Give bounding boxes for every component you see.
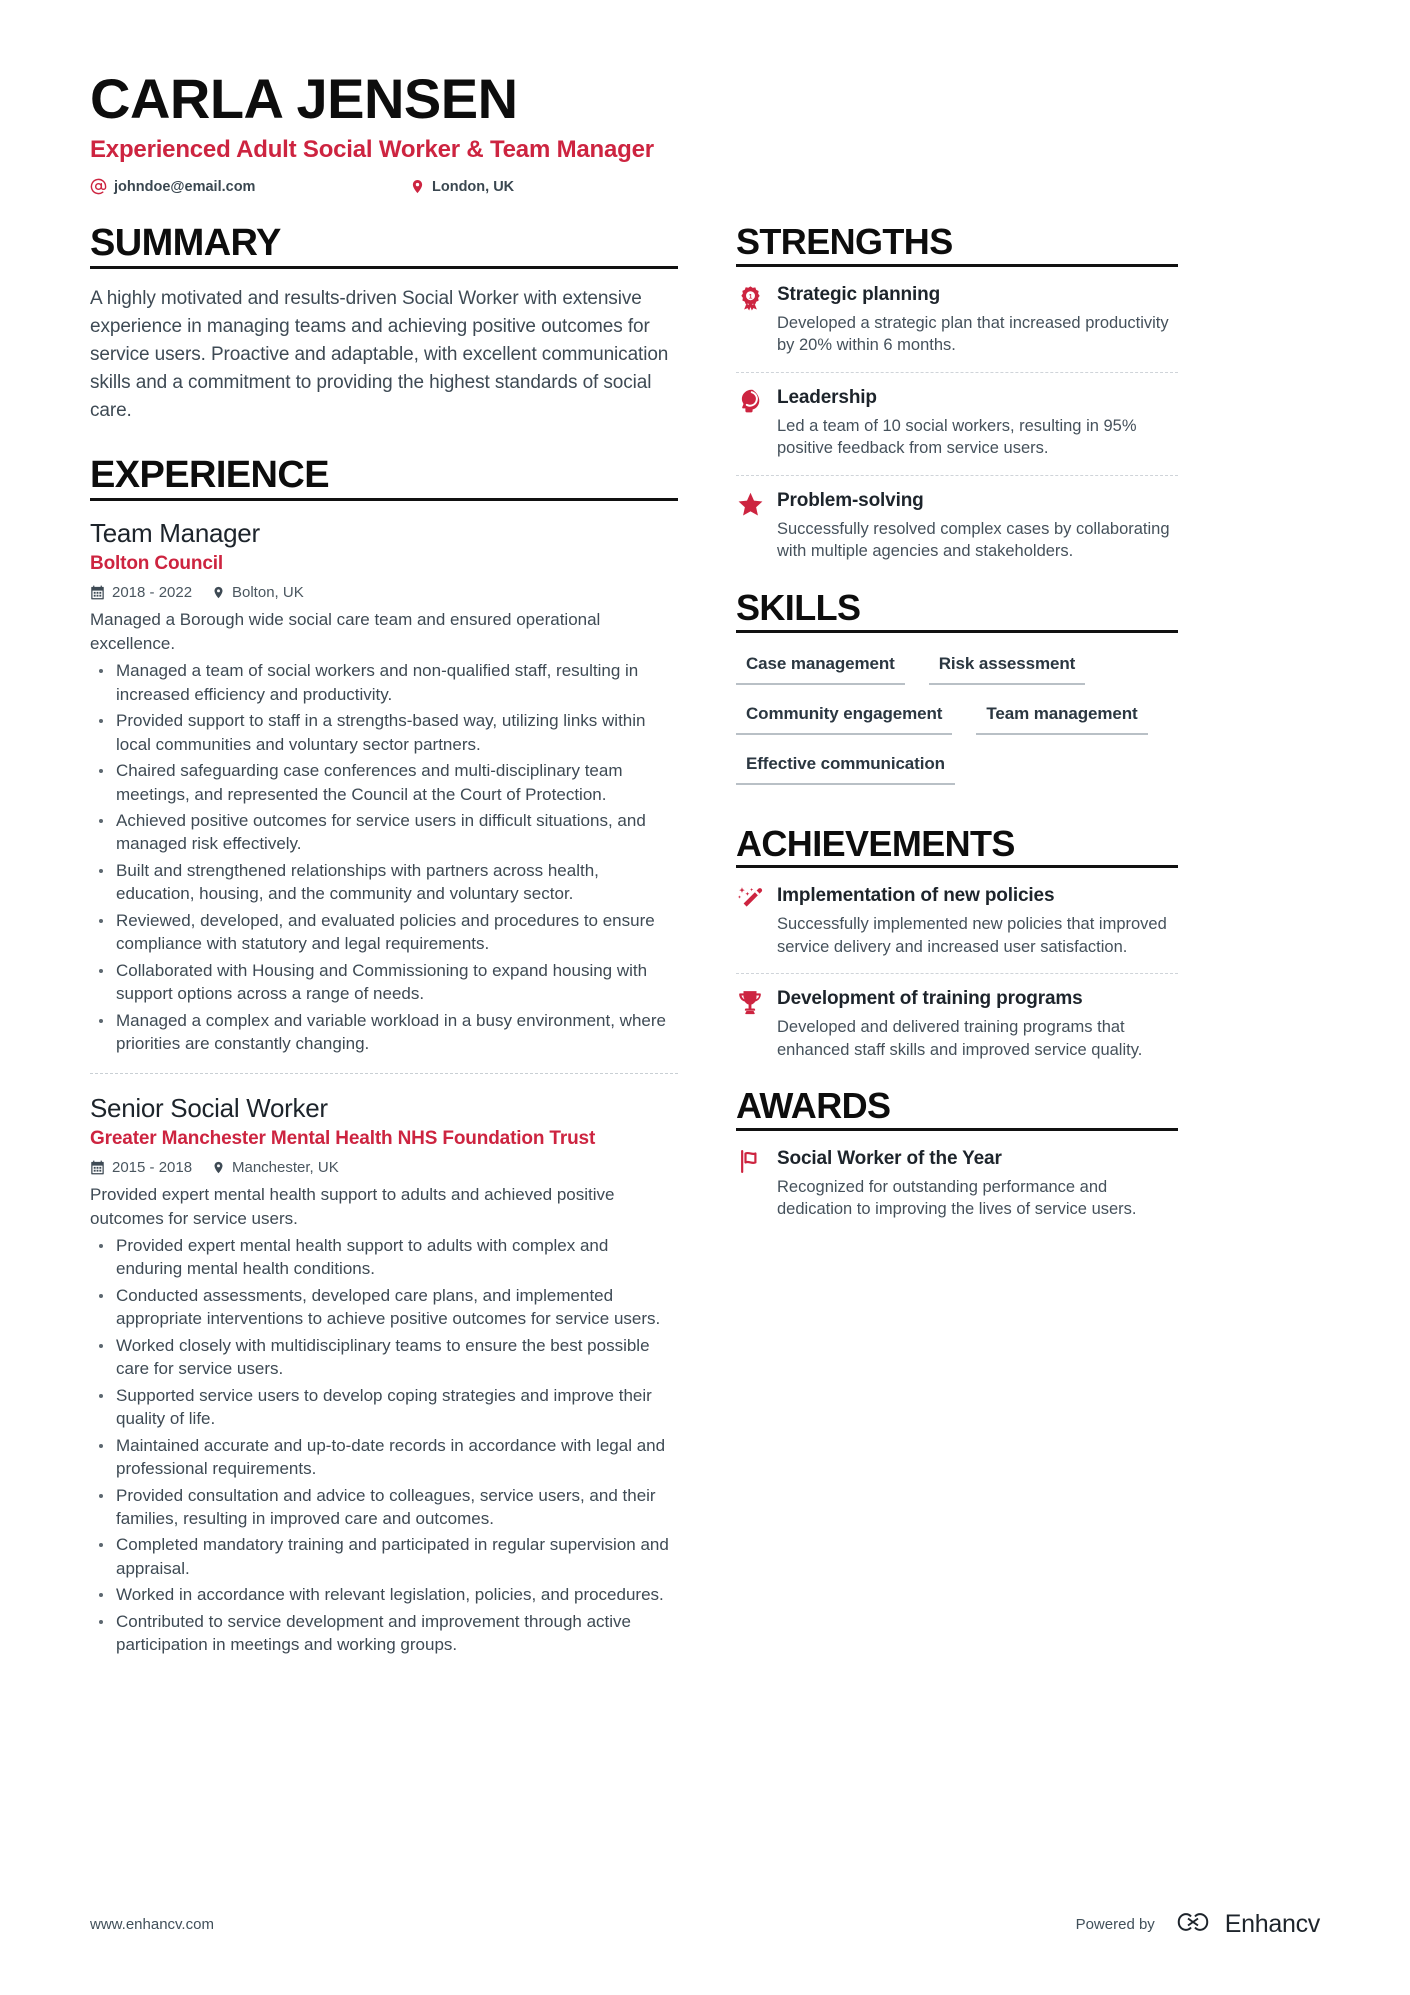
strength-body <box>777 489 1178 563</box>
strength-title: Leadership <box>777 386 877 408</box>
skills-heading: SKILLS <box>736 586 861 628</box>
skills-rule <box>736 630 1178 633</box>
job-dates-text: 2018 - 2022 <box>112 584 193 602</box>
job-bullet: Maintained accurate and up-to-date records in accordance with legal and professional requirements. <box>90 1434 678 1481</box>
achievement-text: Successfully implemented new policies that improved service delivery and increased user satisfaction. <box>777 915 1167 956</box>
achievements-heading: ACHIEVEMENTS <box>736 822 1015 864</box>
achievements-rule <box>736 865 1178 868</box>
job-organization: Greater Manchester Mental Health NHS Foundation Trust <box>90 1128 596 1150</box>
strength-text: Developed a strategic plan that increased productivity by 20% within 6 months. <box>777 313 1169 355</box>
strength-item <box>736 283 1178 359</box>
awards-rule <box>736 1128 1178 1131</box>
resume-header <box>90 67 1320 195</box>
job-location-text: Manchester, UK <box>232 1159 339 1177</box>
job-bullet: Contributed to service development and improvement through active participation in meetings and working groups. <box>90 1610 678 1657</box>
section-experience <box>90 455 678 1670</box>
job-bullet: Collaborated with Housing and Commissioning to expand housing with support options across a range of needs. <box>90 959 678 1006</box>
experience-heading: EXPERIENCE <box>90 453 329 496</box>
skills-list <box>736 649 1178 799</box>
job-description: Provided expert mental health support to adults and achieved positive outcomes for service users. <box>90 1185 615 1228</box>
strength-body <box>777 386 1178 460</box>
award-title: Social Worker of the Year <box>777 1148 1002 1170</box>
job-bullet: Reviewed, developed, and evaluated policies and procedures to ensure compliance with statutory and legal requirements. <box>90 909 678 956</box>
powered-by-block <box>1076 1910 1320 1939</box>
strength-title: Strategic planning <box>777 284 941 306</box>
job-location <box>212 1159 339 1176</box>
strength-item <box>736 386 1178 462</box>
strength-body <box>777 283 1178 357</box>
calendar-icon <box>90 1160 105 1175</box>
job-dates <box>90 1159 212 1176</box>
section-summary <box>90 223 678 425</box>
section-strengths <box>736 223 1178 565</box>
achievement-text: Developed and delivered training programs that enhanced staff skills and improved service quality. <box>777 1018 1143 1059</box>
strength-item <box>736 489 1178 565</box>
star-icon <box>736 489 764 563</box>
skill-chip: Community engagement <box>736 699 952 735</box>
experience-item <box>90 1092 678 1670</box>
job-bullet: Chaired safeguarding case conferences and multi-disciplinary team meetings, and represented the Council at the Court of Protection. <box>90 759 678 806</box>
contact-location <box>410 178 514 195</box>
job-role: Team Manager <box>90 517 260 548</box>
left-column <box>90 223 678 1673</box>
candidate-name: CARLA JENSEN <box>90 67 518 130</box>
strength-text: Led a team of 10 social workers, resulting in 95% positive feedback from service users. <box>777 416 1137 458</box>
trophy-icon <box>736 987 764 1061</box>
strength-text: Successfully resolved complex cases by collaborating with multiple agencies and stakeholders. <box>777 519 1170 561</box>
map-pin-icon <box>212 1160 225 1175</box>
job-meta <box>90 1159 678 1176</box>
right-column <box>736 223 1178 1673</box>
job-organization: Bolton Council <box>90 553 223 575</box>
magic-wand-icon <box>736 884 764 958</box>
strengths-heading: STRENGTHS <box>736 221 953 263</box>
strength-divider <box>736 372 1178 373</box>
achievement-item <box>736 884 1178 960</box>
contact-row <box>90 178 1320 195</box>
job-bullet: Supported service users to develop coping strategies and improve their quality of life. <box>90 1384 678 1431</box>
job-description: Managed a Borough wide social care team and ensured operational excellence. <box>90 610 601 653</box>
skill-chip: Case management <box>736 649 905 685</box>
achievement-body <box>777 987 1178 1061</box>
contact-email-text: johndoe@email.com <box>114 178 256 195</box>
job-bullet: Worked closely with multidisciplinary teams to ensure the best possible care for service users. <box>90 1334 678 1381</box>
footer-url[interactable]: www.enhancv.com <box>90 1916 214 1933</box>
achievement-divider <box>736 973 1178 974</box>
achievement-body <box>777 884 1178 958</box>
job-bullet: Completed mandatory training and participated in regular supervision and appraisal. <box>90 1533 678 1580</box>
candidate-headline: Experienced Adult Social Worker & Team Manager <box>90 136 654 164</box>
leadership-head-icon <box>736 386 764 460</box>
job-dates <box>90 584 212 601</box>
experience-divider <box>90 1073 678 1074</box>
section-awards <box>736 1087 1178 1223</box>
job-location-text: Bolton, UK <box>232 584 304 602</box>
award-badge-icon <box>736 283 764 357</box>
at-icon <box>90 178 107 195</box>
award-body <box>777 1147 1178 1221</box>
skill-chip: Effective communication <box>736 749 955 785</box>
section-achievements <box>736 822 1178 1064</box>
skill-chip: Team management <box>976 699 1147 735</box>
job-bullet: Provided consultation and advice to colleagues, service users, and their families, resulting in improved care and outcomes. <box>90 1484 678 1531</box>
achievement-title: Implementation of new policies <box>777 885 1055 907</box>
achievement-item <box>736 987 1178 1063</box>
summary-rule <box>90 266 678 269</box>
awards-heading: AWARDS <box>736 1085 891 1127</box>
contact-email[interactable] <box>90 178 410 195</box>
calendar-icon <box>90 585 105 600</box>
job-bullets <box>90 659 678 1055</box>
job-bullet: Conducted assessments, developed care plans, and implemented appropriate interventions to achieve positive outcomes for service users. <box>90 1284 678 1331</box>
job-meta <box>90 584 678 601</box>
job-bullet: Achieved positive outcomes for service users in difficult situations, and managed risk effectively. <box>90 809 678 856</box>
experience-rule <box>90 498 678 501</box>
summary-heading: SUMMARY <box>90 222 281 265</box>
powered-by-label: Powered by <box>1075 1916 1155 1933</box>
job-bullet: Managed a team of social workers and non-qualified staff, resulting in increased efficiency and productivity. <box>90 659 678 706</box>
map-pin-icon <box>212 585 225 600</box>
spacer <box>90 429 678 455</box>
summary-text: A highly motivated and results-driven Social Worker with extensive experience in managing teams and achieving positive outcomes for service users. Proactive and adaptable, with excellent communication skills and a commitment to providing the highest standards of social care. <box>90 288 669 421</box>
body-columns <box>90 223 1320 1673</box>
enhancv-brand <box>1171 1910 1320 1939</box>
job-bullets <box>90 1234 678 1657</box>
strength-divider <box>736 475 1178 476</box>
strengths-rule <box>736 264 1178 267</box>
job-bullet: Provided expert mental health support to adults with complex and enduring mental health conditions. <box>90 1234 678 1281</box>
achievement-title: Development of training programs <box>777 988 1083 1010</box>
svg-text:1: 1 <box>748 293 752 301</box>
job-bullet: Managed a complex and variable workload in a busy environment, where priorities are constantly changing. <box>90 1009 678 1056</box>
skill-chip: Risk assessment <box>929 649 1085 685</box>
strength-title: Problem-solving <box>777 489 924 511</box>
job-role: Senior Social Worker <box>90 1092 328 1123</box>
flag-icon <box>736 1147 764 1221</box>
job-bullet: Built and strengthened relationships with partners across health, education, housing, and the community and voluntary sector. <box>90 859 678 906</box>
section-skills <box>736 586 1178 799</box>
job-dates-text: 2015 - 2018 <box>112 1159 193 1177</box>
award-text: Recognized for outstanding performance and dedication to improving the lives of service users. <box>777 1177 1137 1219</box>
map-pin-icon <box>410 178 425 195</box>
job-location <box>212 584 304 601</box>
award-item <box>736 1147 1178 1223</box>
page-footer <box>90 1910 1320 1939</box>
job-bullet: Provided support to staff in a strengths-based way, utilizing links within local communities and voluntary sector partners. <box>90 709 678 756</box>
experience-item <box>90 517 678 1069</box>
job-bullet: Worked in accordance with relevant legislation, policies, and procedures. <box>90 1583 678 1606</box>
enhancv-brand-name: Enhancv <box>1224 1910 1320 1938</box>
enhancv-logo-icon <box>1171 1912 1215 1938</box>
contact-location-text: London, UK <box>432 178 515 195</box>
